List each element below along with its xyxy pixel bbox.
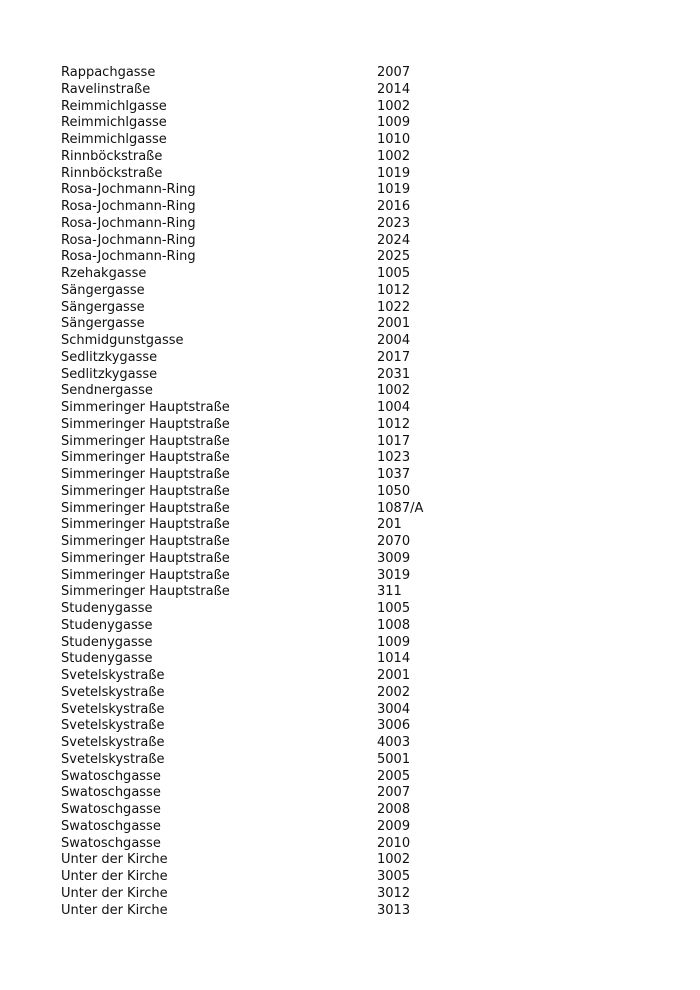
list-item (61, 99, 661, 116)
list-item (61, 300, 661, 317)
list-item (61, 785, 661, 802)
list-item (61, 266, 661, 283)
house-number: 311 (377, 584, 402, 600)
list-item (61, 852, 661, 869)
house-number: 2024 (377, 232, 411, 248)
street-name: Simmeringer Hauptstraße (61, 467, 230, 482)
house-number: 1004 (377, 400, 411, 415)
street-name: Studenygasse (61, 634, 153, 650)
list-item (61, 651, 661, 668)
house-number: 2001 (377, 668, 411, 683)
house-number: 1050 (377, 483, 411, 499)
house-number: 1008 (377, 617, 411, 633)
street-name: Svetelskystraße (61, 735, 165, 750)
list-item (61, 350, 661, 367)
house-number: 3013 (377, 902, 411, 918)
street-name: Swatoschgasse (61, 768, 161, 784)
house-number: 1019 (377, 182, 411, 198)
list-item (61, 65, 661, 82)
street-name: Reimmichlgasse (61, 115, 167, 131)
house-number: 1012 (377, 282, 411, 298)
list-item (61, 182, 661, 199)
list-item (61, 417, 661, 434)
house-number: 1022 (377, 299, 411, 315)
street-name: Rinnböckstraße (61, 148, 163, 164)
house-number: 2008 (377, 802, 411, 817)
list-item (61, 886, 661, 903)
list-item (61, 802, 661, 819)
street-name: Rzehakgasse (61, 266, 147, 281)
street-name: Sängergasse (61, 299, 145, 315)
house-number: 201 (377, 517, 402, 533)
street-name: Sendnergasse (61, 383, 153, 399)
street-name: Swatoschgasse (61, 835, 161, 851)
house-number: 1012 (377, 416, 411, 432)
list-item (61, 484, 661, 501)
list-item (61, 903, 661, 920)
address-list (61, 65, 661, 919)
list-item (61, 283, 661, 300)
house-number: 1037 (377, 467, 411, 482)
list-item (61, 132, 661, 149)
street-name: Simmeringer Hauptstraße (61, 567, 230, 583)
house-number: 1002 (377, 852, 411, 868)
house-number: 2010 (377, 835, 411, 851)
list-item (61, 166, 661, 183)
street-name: Studenygasse (61, 617, 153, 633)
street-name: Svetelskystraße (61, 751, 165, 767)
house-number: 2070 (377, 534, 411, 549)
house-number: 1002 (377, 148, 411, 164)
street-name: Simmeringer Hauptstraße (61, 550, 230, 566)
street-name: Studenygasse (61, 651, 153, 667)
list-item (61, 534, 661, 551)
house-number: 2007 (377, 65, 411, 80)
house-number: 2014 (377, 81, 411, 97)
list-item (61, 869, 661, 886)
house-number: 3009 (377, 550, 411, 566)
list-item (61, 836, 661, 853)
street-name: Simmeringer Hauptstraße (61, 500, 230, 516)
street-name: Rosa-Jochmann-Ring (61, 182, 196, 198)
list-item (61, 233, 661, 250)
list-item (61, 568, 661, 585)
house-number: 1009 (377, 115, 411, 131)
list-item (61, 819, 661, 836)
street-name: Simmeringer Hauptstraße (61, 433, 230, 449)
street-name: Rosa-Jochmann-Ring (61, 232, 196, 248)
street-name: Unter der Kirche (61, 852, 168, 868)
list-item (61, 367, 661, 384)
street-name: Svetelskystraße (61, 701, 165, 717)
list-item (61, 333, 661, 350)
house-number: 3005 (377, 869, 411, 884)
list-item (61, 584, 661, 601)
house-number: 2031 (377, 366, 411, 382)
street-name: Schmidgunstgasse (61, 333, 184, 348)
house-number: 1002 (377, 383, 411, 399)
list-item (61, 685, 661, 702)
house-number: 1023 (377, 450, 411, 466)
list-item (61, 149, 661, 166)
street-name: Studenygasse (61, 601, 153, 616)
list-item (61, 718, 661, 735)
street-name: Unter der Kirche (61, 885, 168, 901)
street-name: Sedlitzkygasse (61, 366, 158, 382)
house-number: 1010 (377, 132, 411, 147)
list-item (61, 249, 661, 266)
house-number: 2009 (377, 818, 411, 834)
street-name: Simmeringer Hauptstraße (61, 416, 230, 432)
street-name: Svetelskystraße (61, 718, 165, 734)
street-name: Simmeringer Hauptstraße (61, 534, 230, 549)
street-name: Sängergasse (61, 316, 145, 332)
list-item (61, 450, 661, 467)
house-number: 2025 (377, 249, 411, 265)
street-name: Reimmichlgasse (61, 132, 167, 147)
street-name: Simmeringer Hauptstraße (61, 517, 230, 533)
list-item (61, 316, 661, 333)
list-item (61, 216, 661, 233)
street-name: Swatoschgasse (61, 802, 161, 817)
list-item (61, 618, 661, 635)
house-number: 2005 (377, 768, 411, 784)
list-item (61, 769, 661, 786)
house-number: 1019 (377, 165, 411, 181)
house-number: 1017 (377, 433, 411, 449)
house-number: 1014 (377, 651, 411, 667)
list-item (61, 752, 661, 769)
street-name: Simmeringer Hauptstraße (61, 584, 230, 600)
street-name: Swatoschgasse (61, 818, 161, 834)
list-item (61, 735, 661, 752)
list-item (61, 501, 661, 518)
house-number: 3004 (377, 701, 411, 717)
house-number: 2002 (377, 684, 411, 700)
house-number: 1005 (377, 601, 411, 616)
list-item (61, 601, 661, 618)
house-number: 2004 (377, 333, 411, 348)
house-number: 5001 (377, 751, 411, 767)
house-number: 1009 (377, 634, 411, 650)
street-name: Svetelskystraße (61, 684, 165, 700)
house-number: 2016 (377, 199, 411, 214)
street-name: Swatoschgasse (61, 785, 161, 801)
street-name: Reimmichlgasse (61, 98, 167, 114)
list-item (61, 467, 661, 484)
list-item (61, 434, 661, 451)
street-name: Rosa-Jochmann-Ring (61, 215, 196, 231)
street-name: Simmeringer Hauptstraße (61, 450, 230, 466)
list-item (61, 517, 661, 534)
list-item (61, 551, 661, 568)
house-number: 2017 (377, 349, 411, 365)
list-item (61, 668, 661, 685)
house-number: 2023 (377, 215, 411, 231)
street-name: Ravelinstraße (61, 81, 151, 97)
street-name: Svetelskystraße (61, 668, 165, 683)
street-name: Sedlitzkygasse (61, 349, 158, 365)
list-item (61, 82, 661, 99)
list-item (61, 400, 661, 417)
house-number: 4003 (377, 735, 411, 750)
street-name: Rosa-Jochmann-Ring (61, 199, 196, 214)
house-number: 1002 (377, 98, 411, 114)
house-number: 3012 (377, 885, 411, 901)
list-item (61, 199, 661, 216)
house-number: 1005 (377, 266, 411, 281)
list-item (61, 115, 661, 132)
house-number: 3019 (377, 567, 411, 583)
list-item (61, 383, 661, 400)
street-name: Rosa-Jochmann-Ring (61, 249, 196, 265)
street-name: Sängergasse (61, 282, 145, 298)
house-number: 2001 (377, 316, 411, 332)
street-name: Unter der Kirche (61, 902, 168, 918)
list-item (61, 635, 661, 652)
street-name: Unter der Kirche (61, 869, 168, 884)
list-item (61, 702, 661, 719)
street-name: Rinnböckstraße (61, 165, 163, 181)
street-name: Simmeringer Hauptstraße (61, 400, 230, 415)
street-name: Rappachgasse (61, 65, 156, 80)
street-name: Simmeringer Hauptstraße (61, 483, 230, 499)
house-number: 2007 (377, 785, 411, 801)
house-number: 3006 (377, 718, 411, 734)
house-number: 1087/A (377, 500, 424, 516)
